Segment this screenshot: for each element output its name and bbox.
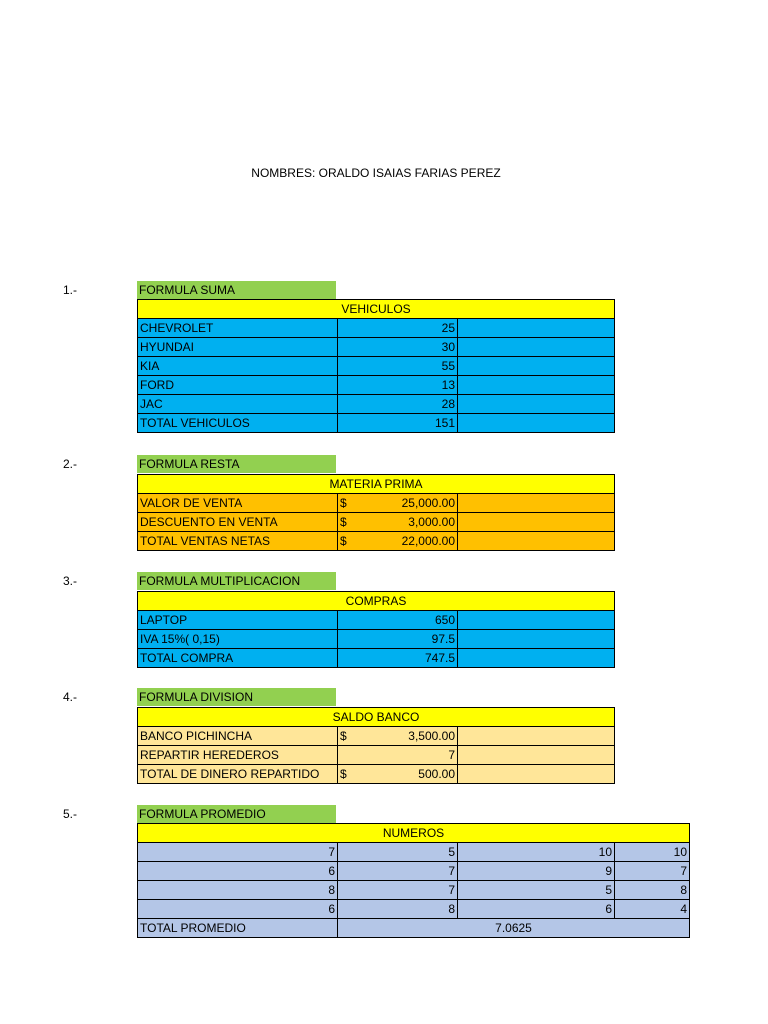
- row-value: $ 22,000.00: [338, 532, 458, 551]
- grid-cell: 8: [615, 881, 690, 900]
- table-row: [138, 843, 690, 862]
- grid-cell: 6: [458, 900, 615, 919]
- row-label: KIA: [138, 357, 338, 376]
- empty-cell: [458, 611, 615, 630]
- row-value: 97.5: [338, 630, 458, 649]
- table-row: [138, 611, 615, 630]
- table-row: [138, 746, 615, 765]
- empty-cell: [458, 395, 615, 414]
- row-label: TOTAL VEHICULOS: [138, 414, 338, 433]
- empty-cell: [458, 630, 615, 649]
- formula-label: FORMULA DIVISION: [137, 688, 336, 706]
- section-number: 4.-: [63, 690, 78, 704]
- grid-cell: 7: [138, 843, 338, 862]
- materia-prima-table: [137, 474, 615, 551]
- table-row: [138, 319, 615, 338]
- empty-cell: [458, 746, 615, 765]
- table-row: [138, 900, 690, 919]
- row-label: VALOR DE VENTA: [138, 494, 338, 513]
- section-number: 3.-: [63, 574, 78, 588]
- row-label: REPARTIR HEREDEROS: [138, 746, 338, 765]
- row-label: FORD: [138, 376, 338, 395]
- empty-cell: [458, 319, 615, 338]
- numeros-table: [137, 823, 690, 938]
- table-row: [138, 513, 615, 532]
- table-row: [138, 494, 615, 513]
- table-row: [138, 357, 615, 376]
- row-label: HYUNDAI: [138, 338, 338, 357]
- empty-cell: [458, 338, 615, 357]
- row-value: $ 3,500.00: [338, 727, 458, 746]
- grid-cell: 6: [138, 862, 338, 881]
- formula-label: FORMULA RESTA: [137, 455, 336, 473]
- row-label: BANCO PICHINCHA: [138, 727, 338, 746]
- row-value: $ 3,000.00: [338, 513, 458, 532]
- row-label: DESCUENTO EN VENTA: [138, 513, 338, 532]
- table-header: NUMEROS: [138, 824, 690, 843]
- grid-cell: 4: [615, 900, 690, 919]
- empty-cell: [458, 376, 615, 395]
- total-value: 7.0625: [338, 919, 690, 938]
- empty-cell: [458, 727, 615, 746]
- grid-cell: 6: [138, 900, 338, 919]
- table-row: [138, 338, 615, 357]
- empty-cell: [458, 513, 615, 532]
- row-value: 55: [338, 357, 458, 376]
- formula-label: FORMULA SUMA: [137, 281, 336, 299]
- table-row: [138, 727, 615, 746]
- total-label: TOTAL PROMEDIO: [138, 919, 338, 938]
- table-header: COMPRAS: [138, 592, 615, 611]
- section-number: 2.-: [63, 457, 78, 471]
- table-row-total: [138, 414, 615, 433]
- table-row-total: [138, 649, 615, 668]
- row-value: 650: [338, 611, 458, 630]
- table-row-total: [138, 919, 690, 938]
- table-header: MATERIA PRIMA: [138, 475, 615, 494]
- row-value: 13: [338, 376, 458, 395]
- table-row: [138, 881, 690, 900]
- compras-table: [137, 591, 615, 668]
- grid-cell: 5: [338, 843, 458, 862]
- table-header: VEHICULOS: [138, 300, 615, 319]
- row-label: JAC: [138, 395, 338, 414]
- row-value: $ 500.00: [338, 765, 458, 784]
- row-label: CHEVROLET: [138, 319, 338, 338]
- table-row: [138, 862, 690, 881]
- saldo-banco-table: [137, 707, 615, 784]
- grid-cell: 8: [338, 900, 458, 919]
- grid-cell: 9: [458, 862, 615, 881]
- grid-cell: 7: [338, 881, 458, 900]
- table-row: [138, 395, 615, 414]
- formula-label: FORMULA PROMEDIO: [137, 805, 336, 823]
- row-value: 25: [338, 319, 458, 338]
- row-label: LAPTOP: [138, 611, 338, 630]
- vehicles-table: [137, 299, 615, 433]
- row-value: $ 25,000.00: [338, 494, 458, 513]
- empty-cell: [458, 649, 615, 668]
- grid-cell: 8: [138, 881, 338, 900]
- section-number: 5.-: [63, 807, 78, 821]
- grid-cell: 10: [458, 843, 615, 862]
- row-label: TOTAL COMPRA: [138, 649, 338, 668]
- page-title: NOMBRES: ORALDO ISAIAS FARIAS PEREZ: [251, 166, 501, 180]
- row-label: TOTAL VENTAS NETAS: [138, 532, 338, 551]
- row-label: IVA 15%( 0,15): [138, 630, 338, 649]
- grid-cell: 7: [338, 862, 458, 881]
- table-row: [138, 630, 615, 649]
- row-value: 151: [338, 414, 458, 433]
- empty-cell: [458, 765, 615, 784]
- empty-cell: [458, 494, 615, 513]
- section-number: 1.-: [63, 283, 78, 297]
- empty-cell: [458, 414, 615, 433]
- table-row: [138, 376, 615, 395]
- row-value: 28: [338, 395, 458, 414]
- row-value: 7: [338, 746, 458, 765]
- row-label: TOTAL DE DINERO REPARTIDO: [138, 765, 338, 784]
- grid-cell: 7: [615, 862, 690, 881]
- row-value: 747.5: [338, 649, 458, 668]
- row-value: 30: [338, 338, 458, 357]
- table-row-total: [138, 532, 615, 551]
- table-row-total: [138, 765, 615, 784]
- table-header: SALDO BANCO: [138, 708, 615, 727]
- empty-cell: [458, 532, 615, 551]
- empty-cell: [458, 357, 615, 376]
- grid-cell: 10: [615, 843, 690, 862]
- grid-cell: 5: [458, 881, 615, 900]
- formula-label: FORMULA MULTIPLICACION: [137, 572, 336, 590]
